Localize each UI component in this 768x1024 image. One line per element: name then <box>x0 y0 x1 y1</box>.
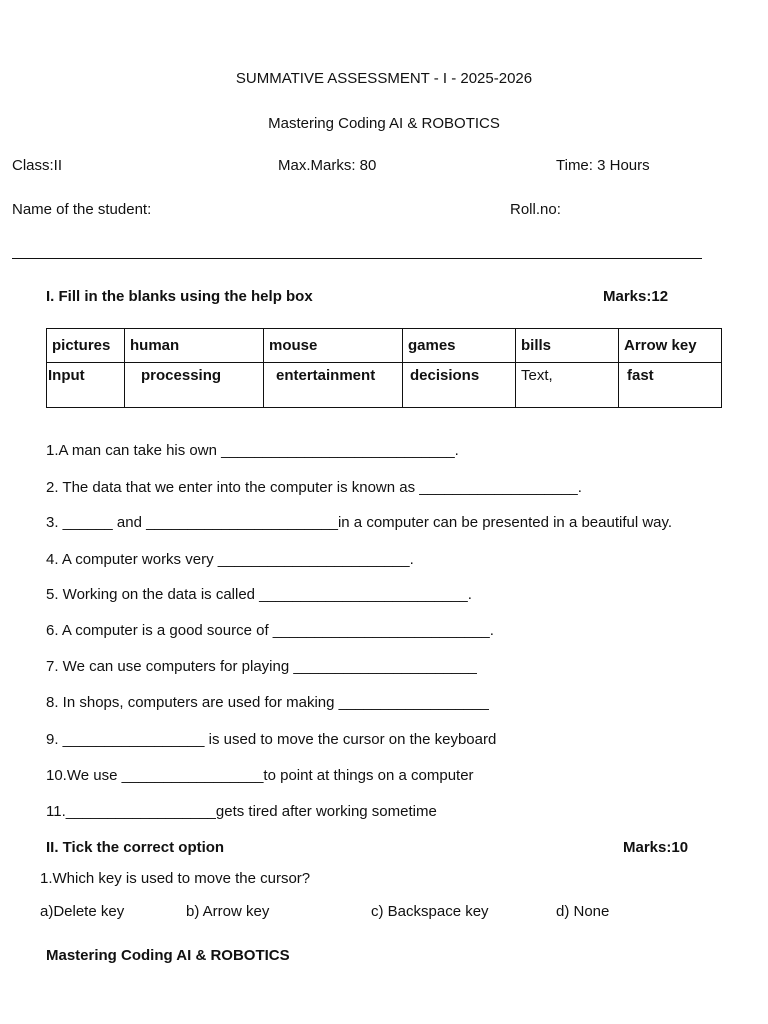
help-box-row <box>47 363 722 408</box>
help-box-cell: bills <box>516 329 619 363</box>
help-box-row <box>47 329 722 363</box>
class-label: Class:II <box>12 157 63 174</box>
time-label: Time: 3 Hours <box>556 157 650 174</box>
section1-marks: Marks:12 <box>603 288 669 305</box>
help-box-cell: Arrow key <box>619 329 722 363</box>
mcq-option-d: d) None <box>556 903 610 920</box>
page-footer: Mastering Coding AI & ROBOTICS <box>46 947 290 964</box>
question-9: 9. _________________ is used to move the cursor on the keyboard <box>46 731 497 748</box>
mcq-option-a: a)Delete key <box>40 903 125 920</box>
help-box-cell: Input <box>47 363 125 408</box>
help-box-cell: fast <box>619 363 722 408</box>
mcq-option-c: c) Backspace key <box>371 903 489 920</box>
max-marks-label: Max.Marks: 80 <box>278 157 377 174</box>
roll-number-label: Roll.no: <box>510 201 561 218</box>
question-10: 10.We use _________________to point at things on a computer <box>46 767 474 784</box>
student-name-label: Name of the student: <box>12 201 152 218</box>
help-box-cell: entertainment <box>264 363 403 408</box>
question-3: 3. ______ and _______________________in a computer can be presented in a beautiful way. <box>46 514 673 531</box>
question-4: 4. A computer works very _______________________. <box>46 551 414 568</box>
question-8: 8. In shops, computers are used for making __________________ <box>46 694 489 711</box>
exam-subtitle: Mastering Coding AI & ROBOTICS <box>268 115 500 132</box>
header-divider <box>12 258 702 259</box>
help-box-cell: pictures <box>47 329 125 363</box>
mcq-question-1: 1.Which key is used to move the cursor? <box>40 870 311 887</box>
section2-marks: Marks:10 <box>623 839 689 856</box>
help-box-cell: human <box>125 329 264 363</box>
help-box-cell: Text, <box>516 363 619 408</box>
question-6: 6. A computer is a good source of __________________________. <box>46 622 494 639</box>
help-box-cell: decisions <box>403 363 516 408</box>
question-7: 7. We can use computers for playing ______________________ <box>46 658 477 675</box>
section2-heading: II. Tick the correct option <box>46 839 225 856</box>
section1-heading: I. Fill in the blanks using the help box <box>46 288 313 305</box>
question-2: 2. The data that we enter into the computer is known as ___________________. <box>46 479 582 496</box>
question-1: 1.A man can take his own ____________________________. <box>46 442 459 459</box>
exam-title: SUMMATIVE ASSESSMENT - I - 2025-2026 <box>235 70 533 87</box>
question-11: 11.__________________gets tired after working sometime <box>46 803 437 820</box>
help-box-table <box>46 328 722 408</box>
help-box-cell: processing <box>125 363 264 408</box>
mcq-option-b: b) Arrow key <box>186 903 270 920</box>
help-box-cell: mouse <box>264 329 403 363</box>
question-5: 5. Working on the data is called _________________________. <box>46 586 472 603</box>
help-box-cell: games <box>403 329 516 363</box>
